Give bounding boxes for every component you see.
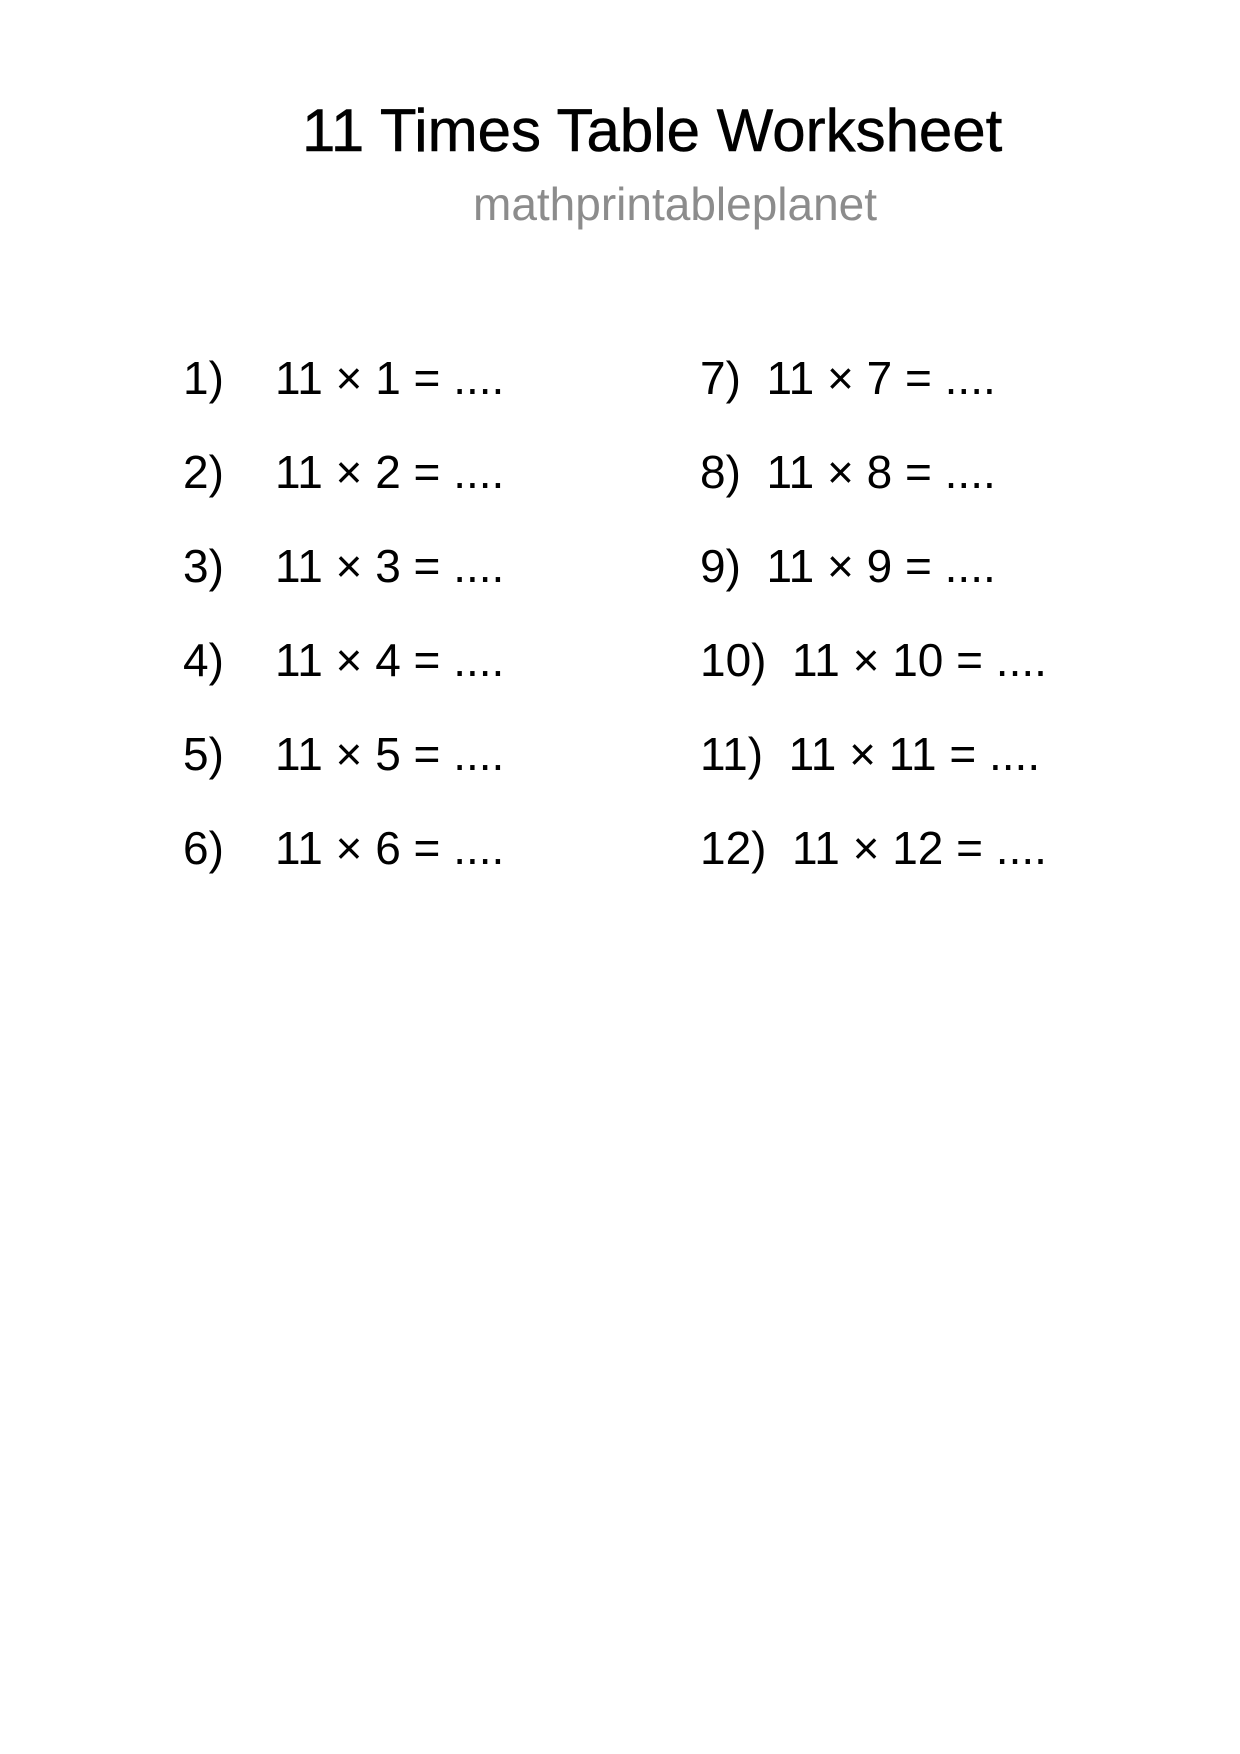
problem-row-3: 3) 11 × 3 = ....: [183, 540, 505, 592]
problems-column-left: [183, 331, 504, 895]
problem-row-5: 5) 11 × 5 = ....: [183, 728, 505, 780]
brand-subtitle: mathprintableplanet: [473, 178, 878, 230]
problem-row-7: 7) 11 × 7 = ....: [700, 352, 996, 404]
problem-row-12: 12) 11 × 12 = ....: [700, 822, 1047, 874]
problems-column-right: [700, 331, 1047, 895]
problem-row-11: 11) 11 × 11 = ....: [700, 728, 1041, 780]
problem-row-9: 9) 11 × 9 = ....: [700, 540, 996, 592]
problem-row-8: 8) 11 × 8 = ....: [700, 446, 996, 498]
problem-row-1: 1) 11 × 1 = ....: [183, 352, 505, 404]
worksheet-title: 11 Times Table Worksheet: [302, 97, 1003, 164]
problem-row-4: 4) 11 × 4 = ....: [183, 634, 505, 686]
problem-row-6: 6) 11 × 6 = ....: [183, 822, 505, 874]
problem-row-2: 2) 11 × 2 = ....: [183, 446, 505, 498]
problem-row-10: 10) 11 × 10 = ....: [700, 634, 1047, 686]
